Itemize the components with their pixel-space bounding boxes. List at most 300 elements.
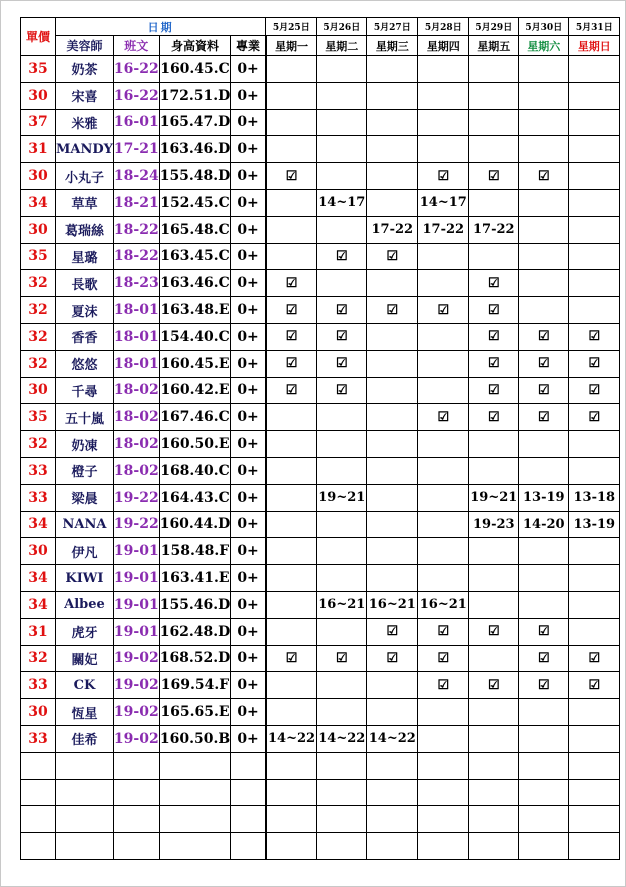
checkbox-checked-icon: ☑ xyxy=(537,677,550,693)
day-cell xyxy=(266,270,317,297)
day-cell: 14-20 xyxy=(519,511,569,538)
day-cell xyxy=(469,323,519,350)
empty-row xyxy=(21,779,620,806)
day-cell xyxy=(367,323,418,350)
info-cell: 168.52.D xyxy=(159,645,231,672)
shift-cell: 18-02 xyxy=(113,377,159,404)
shift-cell: 18-01 xyxy=(113,350,159,377)
day-cell xyxy=(317,350,367,377)
day-cell xyxy=(367,377,418,404)
day-cell xyxy=(367,270,418,297)
shift-cell: 19-22 xyxy=(113,511,159,538)
day-cell xyxy=(469,377,519,404)
empty-cell xyxy=(21,752,56,779)
checkbox-checked-icon: ☑ xyxy=(335,382,348,398)
checkbox-checked-icon: ☑ xyxy=(487,382,500,398)
price-cell: 30 xyxy=(21,163,56,190)
empty-cell xyxy=(469,779,519,806)
price-cell: 30 xyxy=(21,82,56,109)
day-cell xyxy=(266,109,317,136)
day-cell xyxy=(418,350,469,377)
day-cell xyxy=(266,350,317,377)
empty-cell xyxy=(317,779,367,806)
day-cell xyxy=(469,243,519,270)
spec-cell: 0+ xyxy=(231,136,266,163)
spec-cell: 0+ xyxy=(231,699,266,726)
checkbox-checked-icon: ☑ xyxy=(588,356,601,372)
table-row xyxy=(21,538,620,565)
day-cell xyxy=(266,297,317,324)
empty-cell xyxy=(266,752,317,779)
info-cell: 172.51.D xyxy=(159,82,231,109)
day-cell xyxy=(469,404,519,431)
checkbox-checked-icon: ☑ xyxy=(437,409,450,425)
day-cell: 14~17 xyxy=(418,189,469,216)
info-cell: 155.48.D xyxy=(159,163,231,190)
shift-cell: 18-22 xyxy=(113,216,159,243)
table-row xyxy=(21,350,620,377)
table-row xyxy=(21,591,620,618)
price-cell: 30 xyxy=(21,216,56,243)
empty-cell xyxy=(317,806,367,833)
spec-cell: 0+ xyxy=(231,216,266,243)
info-cell: 160.42.E xyxy=(159,377,231,404)
day-cell xyxy=(519,270,569,297)
empty-cell xyxy=(418,779,469,806)
day-cell xyxy=(367,243,418,270)
checkbox-checked-icon: ☑ xyxy=(285,650,298,666)
day-cell xyxy=(367,163,418,190)
day-cell xyxy=(469,538,519,565)
checkbox-checked-icon: ☑ xyxy=(437,677,450,693)
table-row xyxy=(21,431,620,458)
day-cell xyxy=(569,243,620,270)
price-cell: 32 xyxy=(21,431,56,458)
empty-row xyxy=(21,752,620,779)
empty-cell xyxy=(519,833,569,860)
day-cell xyxy=(418,163,469,190)
day-cell xyxy=(367,350,418,377)
day-cell xyxy=(519,645,569,672)
day-cell xyxy=(519,297,569,324)
price-cell: 31 xyxy=(21,618,56,645)
shift-cell: 18-21 xyxy=(113,189,159,216)
spec-cell: 0+ xyxy=(231,350,266,377)
table-row xyxy=(21,377,620,404)
info-cell: 163.48.E xyxy=(159,297,231,324)
day-cell xyxy=(317,538,367,565)
day-cell xyxy=(519,457,569,484)
name-cell: 長歌 xyxy=(56,270,114,297)
price-cell: 35 xyxy=(21,56,56,83)
checkbox-checked-icon: ☑ xyxy=(537,329,550,345)
day-cell xyxy=(418,511,469,538)
header-row-dates xyxy=(21,18,620,36)
shift-cell: 18-02 xyxy=(113,457,159,484)
day-cell xyxy=(266,56,317,83)
day-cell xyxy=(266,243,317,270)
day-cell xyxy=(569,216,620,243)
empty-row xyxy=(21,806,620,833)
shift-cell: 18-02 xyxy=(113,431,159,458)
weekday-6: 星期六 xyxy=(519,36,569,56)
spec-cell: 0+ xyxy=(231,565,266,592)
spec-cell: 0+ xyxy=(231,484,266,511)
day-cell xyxy=(469,699,519,726)
day-cell xyxy=(519,243,569,270)
checkbox-checked-icon: ☑ xyxy=(386,624,399,640)
day-cell xyxy=(569,163,620,190)
shift-cell: 16-22 xyxy=(113,82,159,109)
info-cell: 167.46.C xyxy=(159,404,231,431)
table-row xyxy=(21,109,620,136)
day-cell xyxy=(469,82,519,109)
shift-cell: 19-22 xyxy=(113,484,159,511)
price-cell: 32 xyxy=(21,645,56,672)
day-cell xyxy=(569,136,620,163)
day-cell xyxy=(317,243,367,270)
day-cell xyxy=(569,109,620,136)
day-cell xyxy=(569,189,620,216)
empty-cell xyxy=(266,833,317,860)
checkbox-checked-icon: ☑ xyxy=(437,302,450,318)
day-cell xyxy=(317,645,367,672)
shift-cell: 19-02 xyxy=(113,725,159,752)
name-cell: 宋喜 xyxy=(56,82,114,109)
name-cell: 橙子 xyxy=(56,457,114,484)
price-cell: 34 xyxy=(21,565,56,592)
day-cell xyxy=(418,645,469,672)
day-cell: 17-22 xyxy=(418,216,469,243)
table-row xyxy=(21,511,620,538)
spec-cell: 0+ xyxy=(231,645,266,672)
day-cell xyxy=(519,216,569,243)
price-cell: 30 xyxy=(21,699,56,726)
spec-cell: 0+ xyxy=(231,618,266,645)
name-cell: 伊凡 xyxy=(56,538,114,565)
checkbox-checked-icon: ☑ xyxy=(537,624,550,640)
checkbox-checked-icon: ☑ xyxy=(285,168,298,184)
empty-cell xyxy=(266,806,317,833)
day-cell xyxy=(367,511,418,538)
empty-cell xyxy=(418,806,469,833)
empty-cell xyxy=(159,806,231,833)
empty-cell xyxy=(519,752,569,779)
day-cell xyxy=(367,136,418,163)
checkbox-checked-icon: ☑ xyxy=(487,275,500,291)
checkbox-checked-icon: ☑ xyxy=(537,382,550,398)
date-3: 5月27日 xyxy=(367,18,418,36)
day-cell: 17-22 xyxy=(469,216,519,243)
day-cell xyxy=(317,457,367,484)
info-cell: 152.45.C xyxy=(159,189,231,216)
info-cell: 160.50.E xyxy=(159,431,231,458)
checkbox-checked-icon: ☑ xyxy=(285,382,298,398)
checkbox-checked-icon: ☑ xyxy=(537,356,550,372)
day-cell xyxy=(418,672,469,699)
day-cell xyxy=(519,431,569,458)
day-cell xyxy=(469,350,519,377)
checkbox-checked-icon: ☑ xyxy=(588,650,601,666)
day-cell xyxy=(519,163,569,190)
name-cell: 香香 xyxy=(56,323,114,350)
day-cell xyxy=(367,457,418,484)
day-cell xyxy=(367,82,418,109)
day-cell xyxy=(317,672,367,699)
empty-cell xyxy=(569,806,620,833)
day-cell xyxy=(317,323,367,350)
empty-cell xyxy=(159,779,231,806)
shift-cell: 19-01 xyxy=(113,618,159,645)
checkbox-checked-icon: ☑ xyxy=(386,650,399,666)
spec-cell: 0+ xyxy=(231,109,266,136)
day-cell xyxy=(519,377,569,404)
day-cell xyxy=(367,699,418,726)
name-cell: Albee xyxy=(56,591,114,618)
price-cell: 30 xyxy=(21,538,56,565)
shift-cell: 16-22 xyxy=(113,56,159,83)
date-2: 5月26日 xyxy=(317,18,367,36)
day-cell xyxy=(519,323,569,350)
day-cell xyxy=(569,591,620,618)
empty-cell xyxy=(113,833,159,860)
day-cell xyxy=(569,404,620,431)
day-cell xyxy=(469,591,519,618)
name-cell: 梁晨 xyxy=(56,484,114,511)
empty-cell xyxy=(231,752,266,779)
empty-cell xyxy=(231,833,266,860)
price-cell: 34 xyxy=(21,591,56,618)
weekday-1: 星期一 xyxy=(266,36,317,56)
day-cell: 14~22 xyxy=(367,725,418,752)
day-cell xyxy=(367,618,418,645)
table-row xyxy=(21,297,620,324)
day-cell xyxy=(317,270,367,297)
weekday-3: 星期三 xyxy=(367,36,418,56)
shift-cell: 17-21 xyxy=(113,136,159,163)
empty-cell xyxy=(519,779,569,806)
shift-cell: 18-01 xyxy=(113,297,159,324)
day-cell xyxy=(367,538,418,565)
info-cell: 158.48.F xyxy=(159,538,231,565)
empty-cell xyxy=(519,806,569,833)
checkbox-checked-icon: ☑ xyxy=(588,329,601,345)
checkbox-checked-icon: ☑ xyxy=(437,624,450,640)
empty-cell xyxy=(367,806,418,833)
day-cell xyxy=(266,618,317,645)
price-cell: 32 xyxy=(21,297,56,324)
day-cell: 16~21 xyxy=(418,591,469,618)
spec-cell: 0+ xyxy=(231,270,266,297)
info-cell: 155.46.D xyxy=(159,591,231,618)
day-cell xyxy=(266,163,317,190)
empty-cell xyxy=(56,833,114,860)
header-row-columns xyxy=(21,36,620,56)
name-column-header: 美容師 xyxy=(56,36,114,56)
day-cell xyxy=(266,591,317,618)
day-cell xyxy=(266,565,317,592)
day-cell xyxy=(317,82,367,109)
empty-cell xyxy=(21,806,56,833)
weekday-2: 星期二 xyxy=(317,36,367,56)
day-cell xyxy=(266,82,317,109)
shift-cell: 19-02 xyxy=(113,645,159,672)
day-cell: 13-19 xyxy=(519,484,569,511)
day-cell xyxy=(519,82,569,109)
name-cell: 草草 xyxy=(56,189,114,216)
info-cell: 160.45.C xyxy=(159,56,231,83)
shift-cell: 19-01 xyxy=(113,538,159,565)
day-cell xyxy=(569,457,620,484)
empty-cell xyxy=(367,833,418,860)
day-cell xyxy=(569,323,620,350)
day-cell xyxy=(569,538,620,565)
spec-cell: 0+ xyxy=(231,457,266,484)
day-cell xyxy=(317,565,367,592)
table-row xyxy=(21,457,620,484)
info-cell: 163.46.C xyxy=(159,270,231,297)
day-cell xyxy=(367,297,418,324)
day-cell xyxy=(469,297,519,324)
info-cell: 169.54.F xyxy=(159,672,231,699)
day-cell xyxy=(317,216,367,243)
shift-cell: 18-24 xyxy=(113,163,159,190)
day-cell xyxy=(569,377,620,404)
name-cell: KIWI xyxy=(56,565,114,592)
shift-cell: 18-23 xyxy=(113,270,159,297)
checkbox-checked-icon: ☑ xyxy=(335,329,348,345)
day-cell xyxy=(418,618,469,645)
price-cell: 33 xyxy=(21,672,56,699)
empty-cell xyxy=(159,833,231,860)
empty-cell xyxy=(367,752,418,779)
spec-cell: 0+ xyxy=(231,511,266,538)
day-cell xyxy=(519,565,569,592)
day-cell xyxy=(519,591,569,618)
name-cell: 星璐 xyxy=(56,243,114,270)
day-cell xyxy=(469,725,519,752)
name-cell: 關妃 xyxy=(56,645,114,672)
empty-cell xyxy=(317,833,367,860)
shift-cell: 16-01 xyxy=(113,109,159,136)
table-row xyxy=(21,323,620,350)
day-cell xyxy=(418,404,469,431)
date-6: 5月30日 xyxy=(519,18,569,36)
table-row xyxy=(21,672,620,699)
empty-cell xyxy=(113,779,159,806)
day-cell xyxy=(569,431,620,458)
checkbox-checked-icon: ☑ xyxy=(487,677,500,693)
day-cell: 14~22 xyxy=(317,725,367,752)
price-cell: 32 xyxy=(21,350,56,377)
day-cell xyxy=(367,431,418,458)
shift-cell: 18-02 xyxy=(113,404,159,431)
day-cell xyxy=(569,618,620,645)
table-row xyxy=(21,484,620,511)
table-row xyxy=(21,699,620,726)
name-cell: NANA xyxy=(56,511,114,538)
empty-cell xyxy=(569,833,620,860)
table-row xyxy=(21,618,620,645)
spec-cell: 0+ xyxy=(231,404,266,431)
day-cell: 13-19 xyxy=(569,511,620,538)
date-5: 5月29日 xyxy=(469,18,519,36)
day-cell xyxy=(367,645,418,672)
day-cell xyxy=(569,645,620,672)
info-cell: 160.44.D xyxy=(159,511,231,538)
empty-cell xyxy=(231,806,266,833)
day-cell: 16~21 xyxy=(317,591,367,618)
name-cell: 米雅 xyxy=(56,109,114,136)
day-cell xyxy=(266,377,317,404)
price-cell: 31 xyxy=(21,136,56,163)
day-cell xyxy=(266,216,317,243)
day-cell xyxy=(469,672,519,699)
day-cell xyxy=(418,431,469,458)
day-cell xyxy=(317,618,367,645)
checkbox-checked-icon: ☑ xyxy=(588,677,601,693)
checkbox-checked-icon: ☑ xyxy=(386,248,399,264)
day-cell: 19-23 xyxy=(469,511,519,538)
empty-cell xyxy=(159,752,231,779)
day-cell xyxy=(418,243,469,270)
empty-cell xyxy=(418,833,469,860)
day-cell xyxy=(519,350,569,377)
day-cell xyxy=(266,645,317,672)
date-4: 5月28日 xyxy=(418,18,469,36)
day-cell xyxy=(266,136,317,163)
spec-cell: 0+ xyxy=(231,243,266,270)
name-cell: 五十嵐 xyxy=(56,404,114,431)
empty-cell xyxy=(21,833,56,860)
date-1: 5月25日 xyxy=(266,18,317,36)
price-cell: 30 xyxy=(21,377,56,404)
table-row xyxy=(21,163,620,190)
day-cell xyxy=(519,725,569,752)
day-cell xyxy=(569,565,620,592)
checkbox-checked-icon: ☑ xyxy=(437,650,450,666)
day-cell xyxy=(317,404,367,431)
checkbox-checked-icon: ☑ xyxy=(285,302,298,318)
day-cell xyxy=(519,538,569,565)
day-cell xyxy=(266,457,317,484)
day-cell xyxy=(367,56,418,83)
table-row xyxy=(21,56,620,83)
day-cell xyxy=(266,323,317,350)
price-cell: 37 xyxy=(21,109,56,136)
checkbox-checked-icon: ☑ xyxy=(588,409,601,425)
checkbox-checked-icon: ☑ xyxy=(487,168,500,184)
day-cell xyxy=(317,297,367,324)
day-cell xyxy=(519,189,569,216)
day-cell xyxy=(519,109,569,136)
table-row xyxy=(21,645,620,672)
day-cell xyxy=(367,484,418,511)
info-cell: 165.47.D xyxy=(159,109,231,136)
info-cell: 162.48.D xyxy=(159,618,231,645)
info-cell: 160.45.E xyxy=(159,350,231,377)
day-cell xyxy=(418,565,469,592)
spec-cell: 0+ xyxy=(231,431,266,458)
day-cell xyxy=(317,109,367,136)
checkbox-checked-icon: ☑ xyxy=(285,356,298,372)
day-cell xyxy=(469,431,519,458)
price-cell: 33 xyxy=(21,484,56,511)
day-cell: 16~21 xyxy=(367,591,418,618)
price-cell: 32 xyxy=(21,323,56,350)
day-cell xyxy=(266,538,317,565)
day-cell xyxy=(367,672,418,699)
